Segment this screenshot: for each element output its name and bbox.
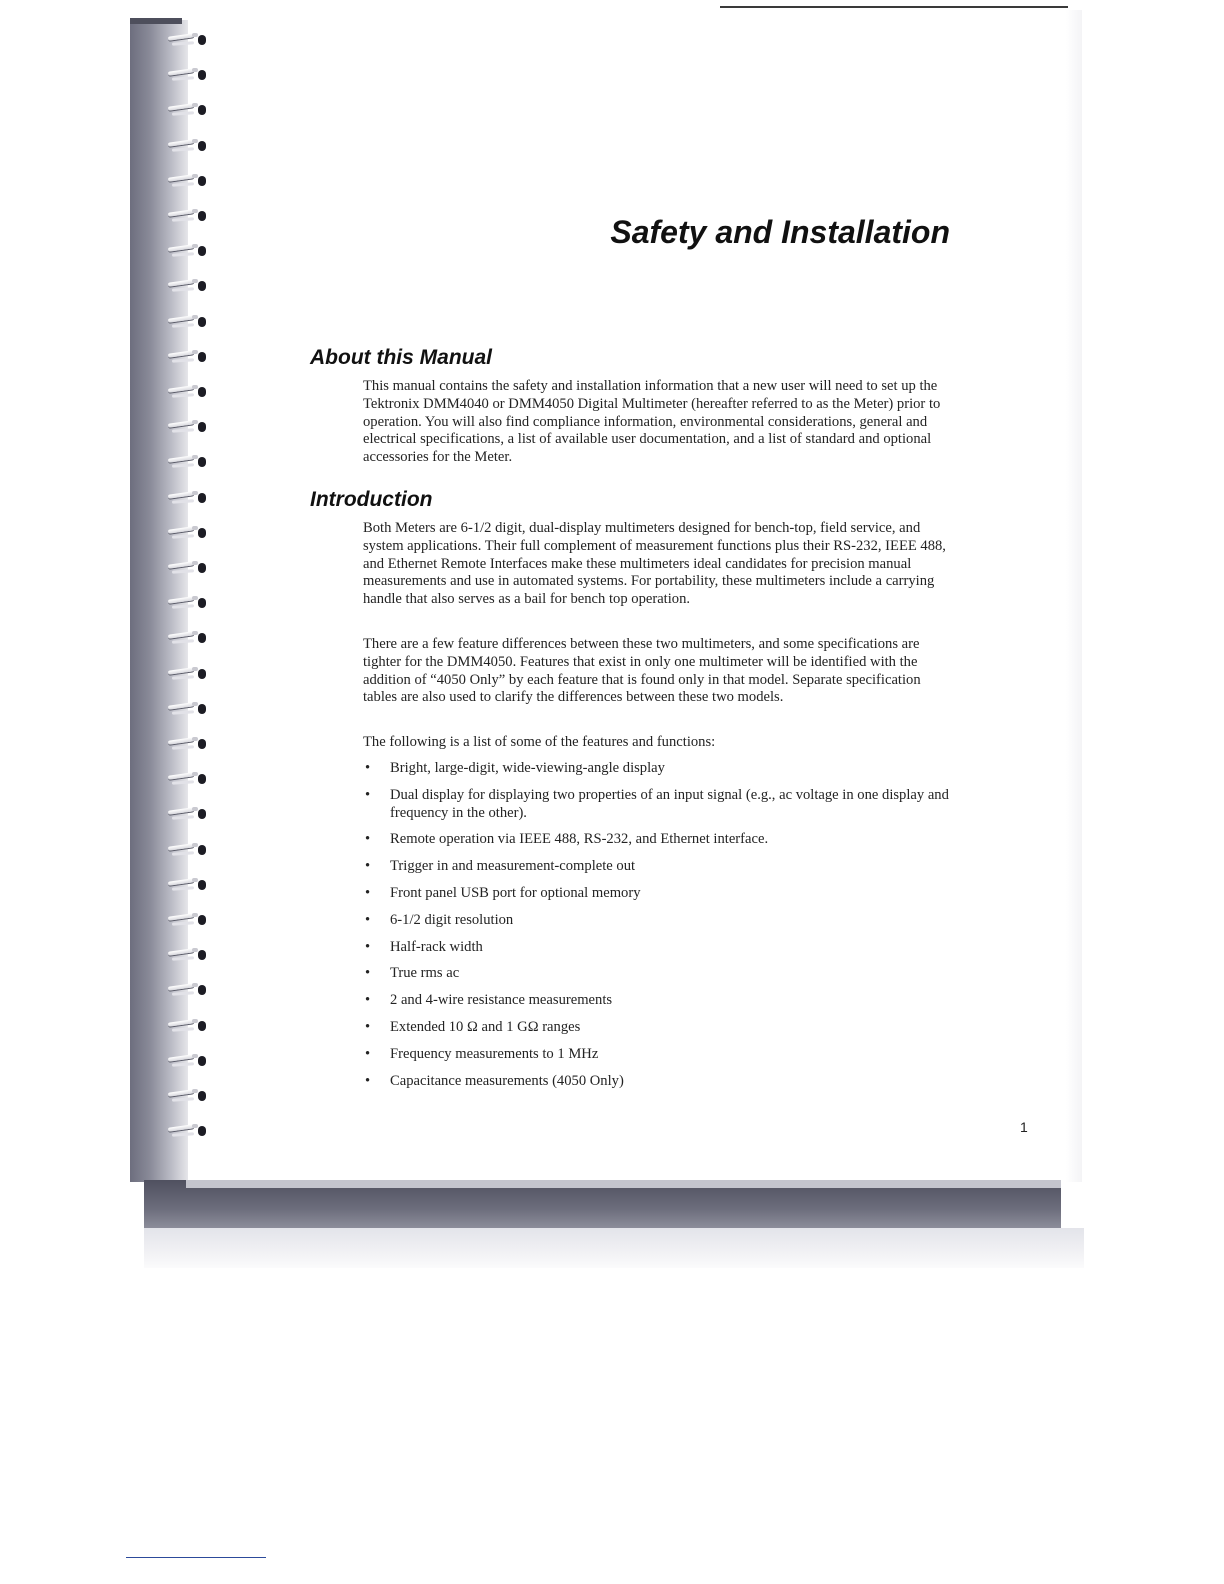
introduction-paragraph-2: There are a few feature differences between these two multimeters, and some specifications are tighter for the DMM4050. Features that exist in only one multimeter will be identified with the addition of “4050 Only” by each feature that is found only in that model. Separate specification tables are also used to clarify the differences between these two models. [363, 636, 921, 706]
bullet-icon: • [365, 992, 371, 1009]
chapter-title: Safety and Installation [610, 214, 950, 250]
bullet-icon: • [365, 1045, 371, 1062]
binder-spine-cap [130, 18, 182, 24]
section-heading-about-manual: About this Manual [310, 346, 492, 369]
top-rule [720, 6, 1068, 8]
list-item [363, 912, 953, 930]
binding-coil [162, 452, 218, 474]
bullet-icon: • [365, 884, 371, 901]
list-item [363, 965, 953, 983]
bullet-icon: • [365, 1072, 371, 1089]
binding-coil [162, 628, 218, 650]
section-heading-introduction: Introduction [310, 488, 433, 511]
list-item [363, 1046, 953, 1064]
binding-coil [162, 136, 218, 158]
binding-coil [162, 347, 218, 369]
list-item-text: 2 and 4-wire resistance measurements [390, 992, 613, 1009]
binding-coil [162, 875, 218, 897]
list-item [363, 858, 953, 876]
bullet-icon: • [365, 786, 371, 803]
feature-list [363, 760, 953, 1099]
list-item [363, 1019, 953, 1037]
list-item-text: True rms ac [390, 965, 460, 982]
binding-coil [162, 558, 218, 580]
binding-coil [162, 1051, 218, 1073]
list-item-text: Half-rack width [390, 938, 483, 955]
binding-coil [162, 488, 218, 510]
binding-coil [162, 664, 218, 686]
binding-coil [162, 171, 218, 193]
page-right-edge [1066, 10, 1082, 1182]
binding-coil [162, 980, 218, 1002]
bullet-icon: • [365, 760, 371, 776]
list-item [363, 787, 953, 823]
binding-coil [162, 840, 218, 862]
binding-coil [162, 769, 218, 791]
binding-coil [162, 1016, 218, 1038]
list-item [363, 831, 953, 849]
binding-coil [162, 734, 218, 756]
list-item [363, 760, 953, 778]
about-manual-paragraph: This manual contains the safety and installation information that a new user will need to set up the Tektronix DMM4040 or DMM4050 Digital Multimeter (hereafter referred to as the Meter) prior to operation. You will also find compliance information, environmental considerations, general and electrical specifications, a list of available user documentation, and a list of standard and optional accessories for the Meter. [363, 378, 941, 466]
binding-coil [162, 241, 218, 263]
binding-coil [162, 1086, 218, 1108]
bullet-icon: • [365, 1018, 371, 1035]
spiral-binding [162, 30, 218, 1160]
binding-coil [162, 910, 218, 932]
introduction-paragraph-3: The following is a list of some of the features and functions: [363, 734, 716, 750]
binding-coil [162, 699, 218, 721]
list-item [363, 992, 953, 1010]
binding-coil [162, 945, 218, 967]
binding-coil [162, 804, 218, 826]
page-shadow-band [144, 1228, 1084, 1268]
bullet-icon: • [365, 965, 371, 982]
bullet-icon: • [365, 911, 371, 928]
introduction-paragraph-1: Both Meters are 6-1/2 digit, dual-display multimeters designed for bench-top, field service, and system applications. Their full complement of measurement functions plus their RS-232, IEEE 488, and Ethernet Remote Interfaces make these multimeters ideal candidates for precision manual measurements and use in automated systems. For portability, these multimeters include a carrying handle that also serves as a bail for bench top operation. [363, 520, 946, 608]
binding-coil [162, 30, 218, 52]
binding-coil [162, 1121, 218, 1143]
binding-coil [162, 206, 218, 228]
list-item-text: Trigger in and measurement-complete out [390, 858, 636, 875]
binding-coil [162, 523, 218, 545]
binding-coil [162, 276, 218, 298]
bottom-left-rule [126, 1557, 266, 1558]
list-item [363, 885, 953, 903]
page-number: 1 [1020, 1119, 1028, 1135]
list-item [363, 1073, 953, 1091]
binding-coil [162, 100, 218, 122]
bullet-icon: • [365, 858, 371, 875]
binding-coil [162, 65, 218, 87]
list-item-text: Bright, large-digit, wide-viewing-angle display [390, 760, 665, 776]
list-item-text: 6-1/2 digit resolution [390, 911, 514, 928]
list-item-text: Capacitance measurements (4050 Only) [390, 1072, 624, 1089]
bullet-icon: • [365, 938, 371, 955]
binding-coil [162, 312, 218, 334]
binding-coil [162, 382, 218, 404]
list-item-text: Frequency measurements to 1 MHz [390, 1045, 599, 1062]
bullet-icon: • [365, 831, 371, 848]
list-item-text: Remote operation via IEEE 488, RS-232, and Ethernet interface. [390, 831, 769, 848]
binding-coil [162, 593, 218, 615]
binder-bottom-highlight [186, 1180, 1061, 1188]
list-item-text: Extended 10 Ω and 1 GΩ ranges [390, 1018, 581, 1035]
list-item-text: Dual display for displaying two properties of an input signal (e.g., ac voltage in one display and frequency in the other). [390, 786, 949, 821]
list-item [363, 939, 953, 957]
binding-coil [162, 417, 218, 439]
list-item-text: Front panel USB port for optional memory [390, 884, 641, 901]
